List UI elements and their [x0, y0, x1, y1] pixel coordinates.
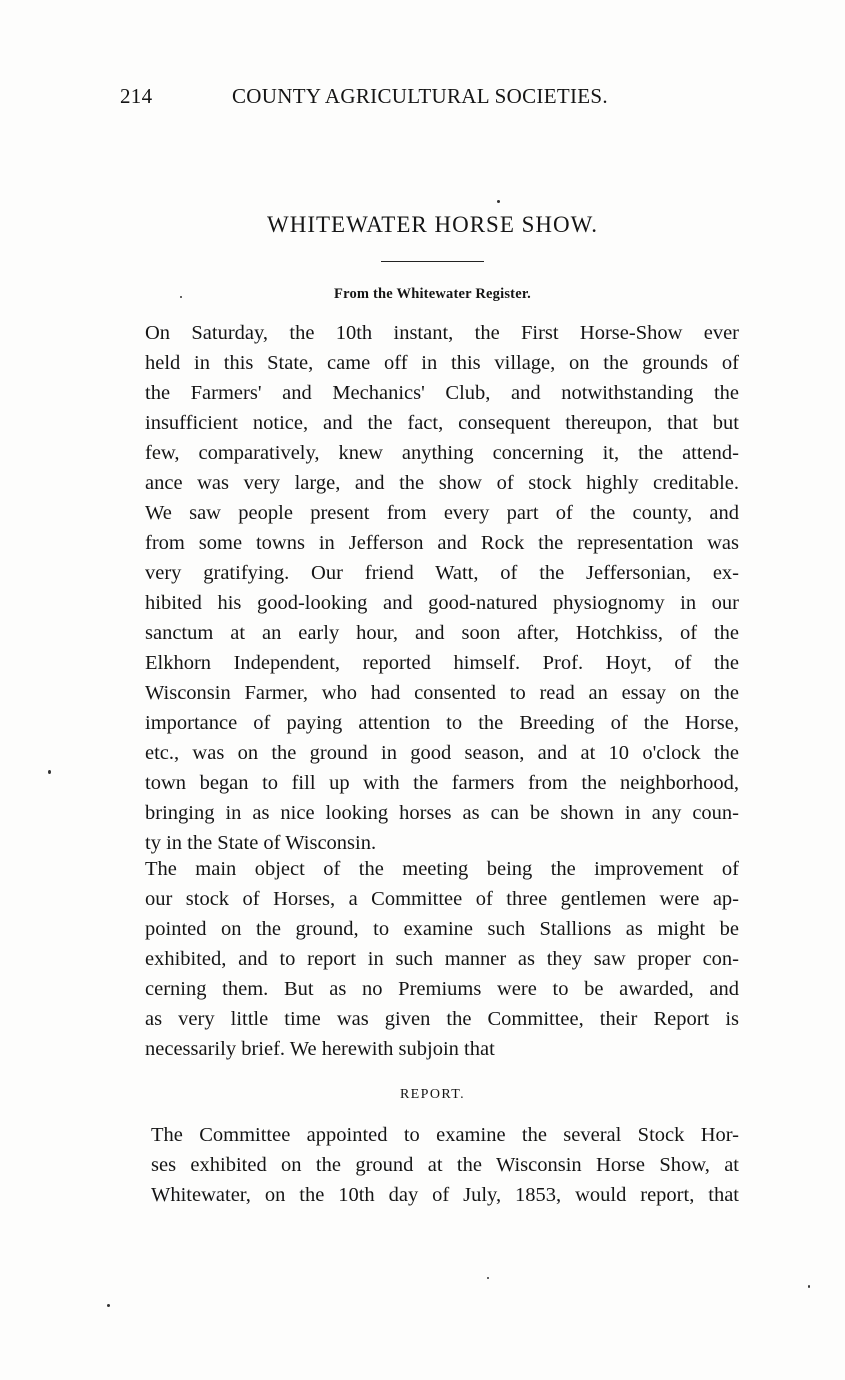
- paragraph-line: ance was very large, and the show of stock highly creditable.: [145, 472, 739, 494]
- running-head: COUNTY AGRICULTURAL SOCIETIES.: [232, 84, 608, 108]
- article-title: WHITEWATER HORSE SHOW.: [267, 212, 598, 237]
- paragraph-line: few, comparatively, knew anything concerning it, the attend-: [145, 442, 739, 464]
- page-header: [120, 84, 680, 114]
- paragraph-line: exhibited, and to report in such manner as they saw proper con-: [145, 948, 739, 970]
- paper-speck: [180, 296, 182, 298]
- paragraph-3: [123, 1120, 739, 1210]
- paragraph-line: Wisconsin Farmer, who had consented to read an essay on the: [145, 682, 739, 704]
- paper-speck: [497, 200, 500, 203]
- paragraph-line: bringing in as nice looking horses as can be shown in any coun-: [145, 802, 739, 824]
- paragraph-1: [123, 318, 739, 858]
- paragraph-line: town began to fill up with the farmers from the neighborhood,: [145, 772, 739, 794]
- paper-speck: [487, 1277, 489, 1279]
- paragraph-line: cerning them. But as no Premiums were to be awarded, and: [145, 978, 739, 1000]
- paragraph-line: importance of paying attention to the Breeding of the Horse,: [145, 712, 739, 734]
- paragraph-line: our stock of Horses, a Committee of three gentlemen were ap-: [145, 888, 739, 910]
- paragraph-line: We saw people present from every part of the county, and: [145, 502, 739, 524]
- paragraph-line: Whitewater, on the 10th day of July, 1853, would report, that: [151, 1184, 739, 1206]
- paper-speck: [48, 770, 51, 774]
- report-heading: REPORT.: [399, 1087, 466, 1102]
- paragraph-line: the Farmers' and Mechanics' Club, and notwithstanding the: [145, 382, 739, 404]
- paragraph-2: [123, 854, 739, 1064]
- paragraph-line: very gratifying. Our friend Watt, of the Jeffersonian, ex-: [145, 562, 739, 584]
- paragraph-line: ses exhibited on the ground at the Wisconsin Horse Show, at: [151, 1154, 739, 1176]
- paragraph-line: etc., was on the ground in good season, and at 10 o'clock the: [145, 742, 739, 764]
- paragraph-line: pointed on the ground, to examine such Stallions as might be: [145, 918, 739, 940]
- paragraph-line: insufficient notice, and the fact, consequent thereupon, that but: [145, 412, 739, 434]
- paragraph-line: On Saturday, the 10th instant, the First Horse-Show ever: [145, 322, 739, 344]
- paragraph-line: Elkhorn Independent, reported himself. Prof. Hoyt, of the: [145, 652, 739, 674]
- paragraph-line: necessarily brief. We herewith subjoin that: [145, 1038, 495, 1060]
- paragraph-line: ty in the State of Wisconsin.: [145, 832, 377, 854]
- paragraph-line: The main object of the meeting being the improvement of: [145, 858, 739, 880]
- paragraph-line: The Committee appointed to examine the several Stock Hor-: [151, 1124, 739, 1146]
- title-divider: [381, 261, 484, 262]
- article-source: From the Whitewater Register.: [334, 286, 531, 302]
- paragraph-line: hibited his good-looking and good-natured physiognomy in our: [145, 592, 739, 614]
- paragraph-line: as very little time was given the Committee, their Report is: [145, 1008, 739, 1030]
- paragraph-line: sanctum at an early hour, and soon after, Hotchkiss, of the: [145, 622, 739, 644]
- paper-speck: [808, 1285, 810, 1288]
- paragraph-line: held in this State, came off in this village, on the grounds of: [145, 352, 739, 374]
- paper-speck: [107, 1304, 110, 1307]
- page-number: 214: [120, 84, 153, 108]
- paragraph-line: from some towns in Jefferson and Rock the representation was: [145, 532, 739, 554]
